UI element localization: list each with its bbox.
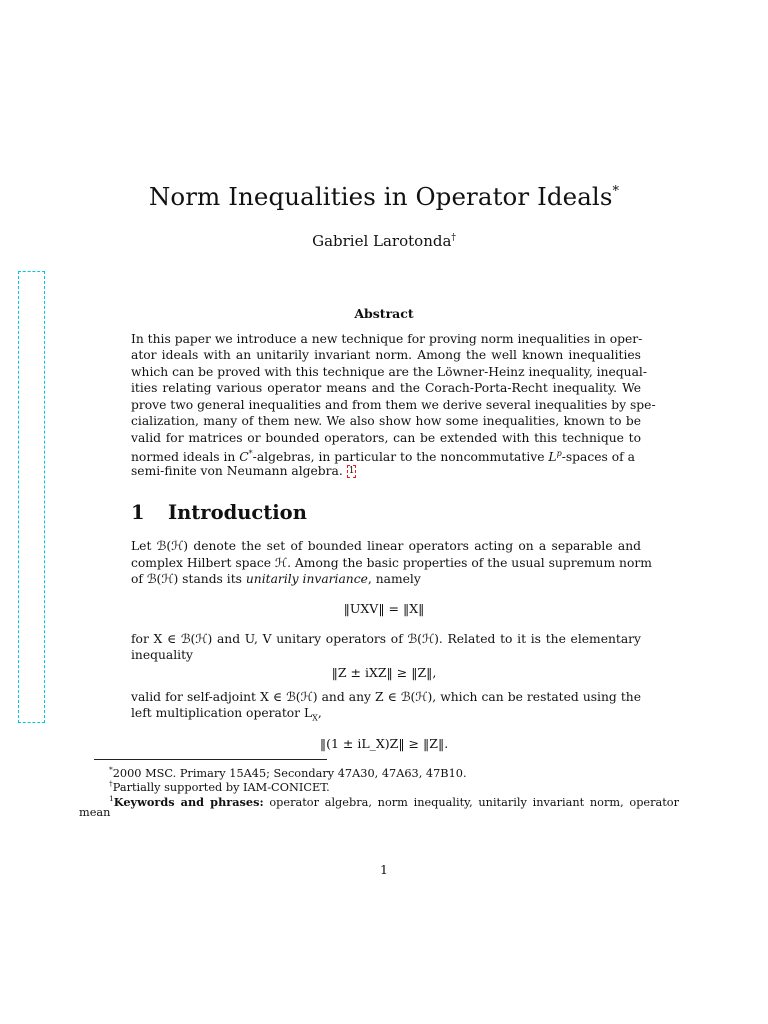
abstract-line-6: cialization, many of them new. We also show how some inequalities, known to be	[131, 414, 641, 428]
abstract-heading: Abstract	[354, 306, 414, 321]
keywords-footnote-link[interactable]: 1	[348, 466, 355, 476]
intro-line-3: of ℬ(ℋ) stands its unitarily invariance, namely	[131, 572, 421, 586]
abstract-line-7: valid for matrices or bounded operators, can be extended with this technique to	[131, 431, 641, 445]
intro-line-2: complex Hilbert space ℋ. Among the basic properties of the usual supremum norm	[131, 556, 652, 570]
abstract-line-2: ator ideals with an unitarily invariant norm. Among the well known inequalities	[131, 348, 641, 362]
abstract-line-8: normed ideals in C*-algebras, in particular to the noncommutative $L^p$-spaces of a	[131, 449, 635, 464]
intro-line-7: left multiplication operator $L_X$,	[131, 706, 322, 723]
abstract-line-3: which can be proved with this technique are the Löwner-Heinz inequality, inequal-	[131, 365, 647, 379]
footnote-rule	[94, 759, 327, 760]
abstract-line-1: In this paper we introduce a new technique for proving norm inequalities in oper-	[131, 332, 643, 346]
paper-title: Norm Inequalities in Operator Ideals*	[148, 182, 620, 211]
abstract-line-5: prove two general inequalities and from them we derive several inequalities by spe-	[131, 398, 656, 412]
equation-left-multiplication: ‖(1 ± iL_X)Z‖ ≥ ‖Z‖.	[319, 736, 449, 751]
footnote-keywords-continued: mean	[79, 806, 111, 819]
equation-unitary-invariance: ‖UXV‖ = ‖X‖	[343, 601, 425, 616]
page-number: 1	[380, 862, 388, 877]
equation-elementary-inequality: ‖Z ± iXZ‖ ≥ ‖Z‖,	[331, 665, 437, 680]
section-title: Introduction	[168, 501, 307, 524]
section-number: 1	[131, 501, 145, 524]
intro-line-5: inequality	[131, 648, 194, 662]
author-name: Gabriel Larotonda†	[312, 232, 456, 250]
intro-line-4: for X ∈ ℬ(ℋ) and U, V unitary operators of ℬ(ℋ). Related to it is the elementary	[131, 632, 641, 646]
title-footnote-mark: *	[612, 184, 620, 199]
author-footnote-mark: †	[451, 233, 456, 243]
emphasis-unitarily-invariance: unitarily invariance	[245, 572, 368, 586]
abstract-line-4: ities relating various operator means and the Corach-Porta-Recht inequality. We	[131, 381, 641, 395]
footnote-msc: *2000 MSC. Primary 15A45; Secondary 47A30, 47A63, 47B10.	[109, 765, 467, 780]
intro-line-1: Let ℬ(ℋ) denote the set of bounded linear operators acting on a separable and	[131, 539, 641, 553]
footnote-support: †Partially supported by IAM-CONICET.	[109, 779, 330, 794]
section-heading	[131, 501, 307, 524]
footnote-keywords: $^1$Keywords and phrases: operator algebra, norm inequality, unitarily invariant norm, operator	[109, 794, 679, 809]
intro-line-6: valid for self-adjoint X ∈ ℬ(ℋ) and any Z ∈ ℬ(ℋ), which can be restated using the	[131, 690, 641, 704]
margin-frame	[18, 271, 45, 723]
abstract-line-9: semi-finite von Neumann algebra. 1	[131, 464, 355, 478]
